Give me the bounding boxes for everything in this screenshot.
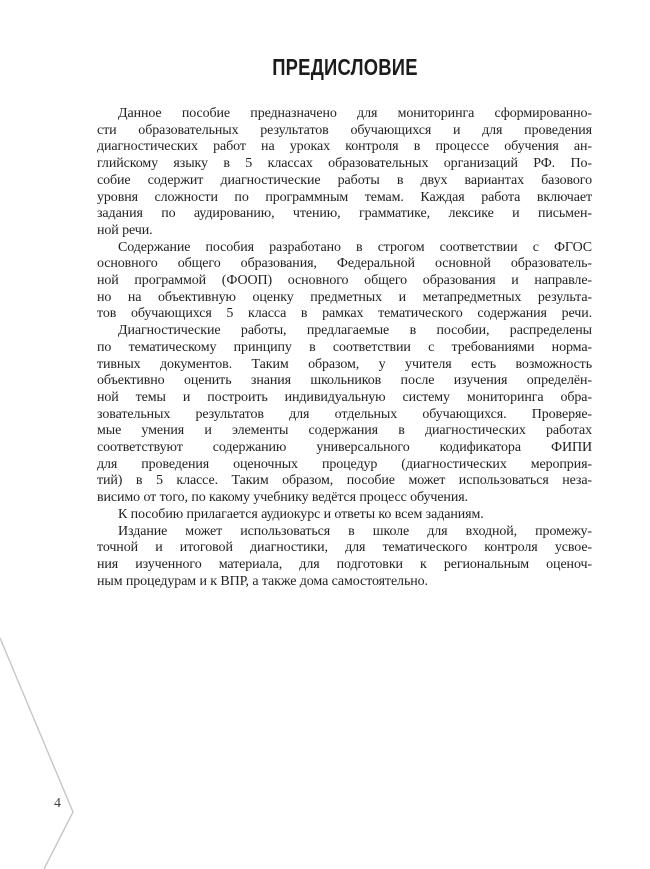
text-line: объективно оценить знания школьников после изучения определён- bbox=[97, 373, 592, 389]
text-line: но на объективную оценку предметных и метапредметных результа- bbox=[97, 289, 592, 305]
text-line: ной темы и построить индивидуальную систему мониторинга обра- bbox=[97, 389, 592, 405]
text-line: соответствуют содержанию универсального кодификатора ФИПИ bbox=[97, 440, 592, 456]
text-line: уровня сложности по программным темам. Каждая работа включает bbox=[97, 189, 592, 205]
text-line: тивных документов. Таким образом, у учителя есть возможность bbox=[97, 356, 592, 372]
text-line: висимо от того, по какому учебнику ведётся процесс обучения. bbox=[97, 490, 468, 506]
text-line: основного общего образования, Федеральной основной образователь- bbox=[97, 256, 592, 272]
paragraph bbox=[97, 524, 592, 591]
text-line: ния изученного материала, для подготовки к региональным оценоч- bbox=[97, 556, 592, 572]
text-line: для проведения оценочных процедур (диагностических мероприя- bbox=[97, 456, 592, 472]
text-line: по тематическому принципу в соответствии с требованиями норма- bbox=[97, 339, 592, 355]
text-line: мые умения и элементы содержания в диагностических работах bbox=[97, 423, 592, 439]
text-line: К пособию прилагается аудиокурс и ответы ко всем заданиям. bbox=[118, 506, 484, 522]
preface-body bbox=[97, 106, 592, 590]
text-line: Содержание пособия разработано в строгом соответствии с ФГОС bbox=[118, 239, 592, 255]
text-line: сти образовательных результатов обучающихся и для проведения bbox=[97, 122, 592, 138]
text-line: зовательных результатов для отдельных обучающихся. Проверяе- bbox=[97, 406, 592, 422]
page-number: 4 bbox=[54, 796, 61, 811]
page-title-row bbox=[97, 54, 592, 81]
text-line: Диагностические работы, предлагаемые в пособии, распределены bbox=[118, 323, 592, 339]
page-title: ПРЕДИСЛОВИЕ bbox=[271, 54, 418, 80]
text-line: глийскому языку в 5 классах образовательных организаций РФ. По- bbox=[97, 156, 592, 172]
text-line: ной программой (ФООП) основного общего образования и направле- bbox=[97, 273, 592, 289]
text-line: Данное пособие предназначено для мониторинга сформированно- bbox=[118, 106, 592, 121]
paragraph bbox=[97, 106, 592, 240]
paragraph bbox=[97, 323, 592, 507]
text-line: собие содержит диагностические работы в двух вариантах базового bbox=[97, 172, 592, 188]
text-line: Издание может использоваться в школе для входной, промежу- bbox=[118, 523, 592, 539]
text-line: ным процедурам и к ВПР, а также дома самостоятельно. bbox=[97, 573, 428, 589]
text-line: диагностических работ на уроках контроля в процессе обучения ан- bbox=[97, 139, 592, 155]
text-line: тов обучающихся 5 класса в рамках тематического содержания речи. bbox=[97, 306, 592, 322]
paragraph bbox=[97, 507, 592, 524]
paragraph bbox=[97, 240, 592, 324]
text-line: задания по аудированию, чтению, грамматике, лексике и письмен- bbox=[97, 206, 592, 222]
text-line: тий) в 5 классе. Таким образом, пособие может использоваться неза- bbox=[97, 473, 592, 489]
text-line: точной и итоговой диагностики, для тематического контроля усвое- bbox=[97, 540, 592, 556]
text-line: ной речи. bbox=[97, 222, 153, 238]
